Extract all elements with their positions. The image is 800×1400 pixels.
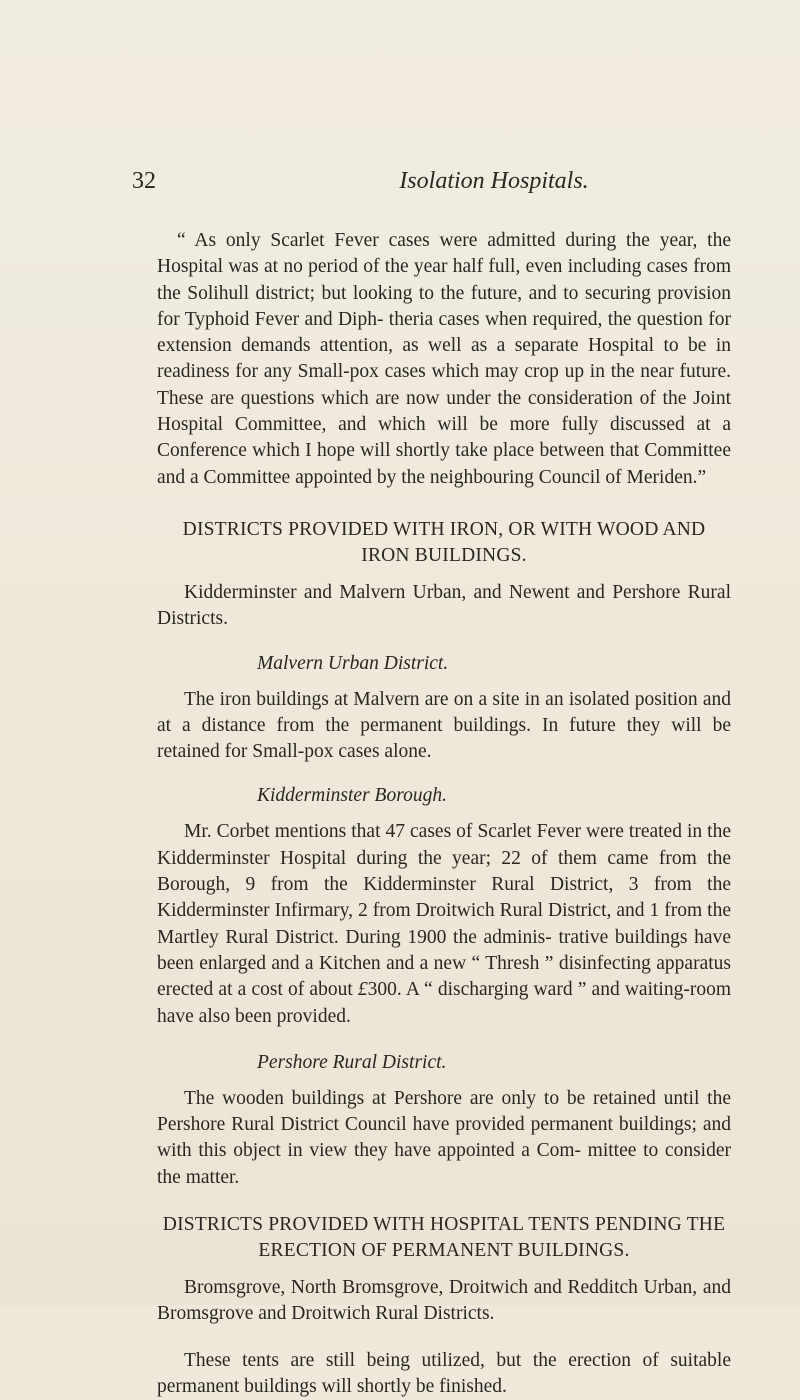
paragraph-tents: These tents are still being utilized, but the erection of suitable permanent buildings will shortly be finished. <box>157 1349 731 1397</box>
quote-paragraph: “ As only Scarlet Fever cases were admitted during the year, the Hospital was at no period of the year half full, even including cases from the Solihull district; but looking to the future, and to securing provision for Typhoid Fever and Diph- theria cases when required, the question for extension demands attention, as well as a separate Hospital to be in readiness for any Small-pox cases which may crop up in the near future. These are questions which are now under the consideration of the Joint Hospital Committee, and which will be more fully discussed at a Conference which I hope will shortly take place between that Committee and a Committee appointed by the neighbouring Council of Meriden.” <box>157 230 731 488</box>
subheading-kidderminster: Kidderminster Borough. <box>257 785 447 807</box>
running-title: Isolation Hospitals. <box>399 168 589 194</box>
page-number: 32 <box>132 168 156 194</box>
section-intro-hospital-tents: Bromsgrove, North Bromsgrove, Droitwich and Redditch Urban, and Bromsgrove and Droitwich Rural Districts. <box>157 1277 731 1325</box>
kidderminster-text-end: A “ discharging ward ” and waiting-room have also been provided. <box>157 979 731 1027</box>
section-heading-hospital-tents: DISTRICTS PROVIDED WITH HOSPITAL TENTS PENDING THE ERECTION OF PERMANENT BUILDINGS. <box>162 1214 726 1262</box>
page-header <box>132 168 732 204</box>
kidderminster-text-start: Mr. Corbet mentions that 47 cases of Scarlet Fever were treated in the Kidderminster Hospital during the year; 22 of them came from the Borough, 9 from the Kidderminster Rural District, 3 from the Kidderminster Infirmary, 2 from Droitwich Rural District, and 1 from the Martley Rural District. During 1900 the adminis- trative buildings have been enlarged and a Kitchen and a new “ Thresh ” disinfecting apparatus erected at a cost of about <box>157 821 731 1001</box>
section-heading-iron-buildings: DISTRICTS PROVIDED WITH IRON, OR WITH WOOD AND IRON BUILDINGS. <box>182 518 706 566</box>
subheading-malvern: Malvern Urban District. <box>257 652 449 674</box>
paragraph-malvern: The iron buildings at Malvern are on a site in an isolated position and at a distance from the permanent buildings. In future they will be retained for Small-pox cases alone. <box>157 688 731 763</box>
page-body <box>157 228 731 1400</box>
paragraph-kidderminster <box>157 819 731 1029</box>
subheading-pershore: Pershore Rural District. <box>257 1051 447 1073</box>
pound-sign: £ <box>357 979 368 1001</box>
paragraph-pershore: The wooden buildings at Pershore are only to be retained until the Pershore Rural District Council have provided permanent buildings; and with this object in view they have appointed a Com- mittee to consider the matter. <box>157 1087 731 1188</box>
cost-amount: 300. <box>367 979 402 1001</box>
section-intro-iron-buildings: Kidderminster and Malvern Urban, and Newent and Pershore Rural Districts. <box>157 581 731 630</box>
